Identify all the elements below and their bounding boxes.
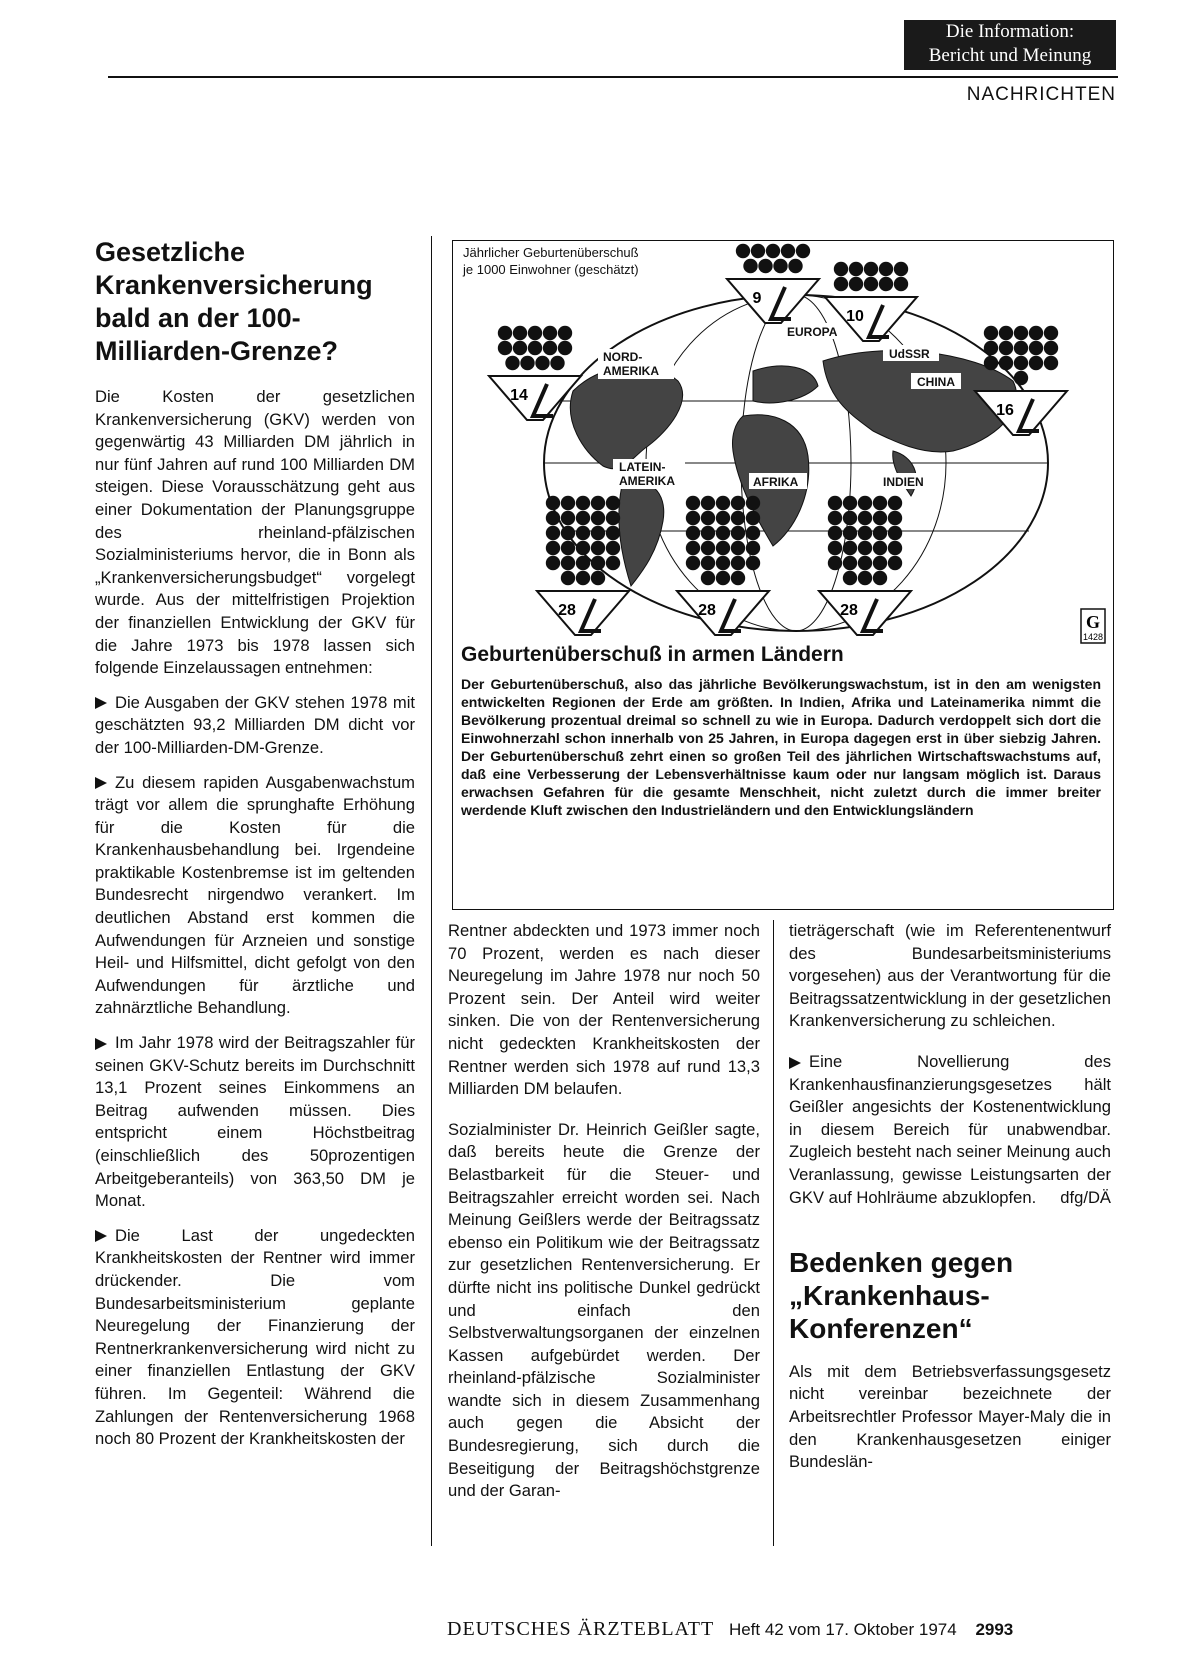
- population-dot: [781, 244, 795, 258]
- population-dot: [888, 496, 902, 510]
- region-label: CHINA: [917, 375, 955, 389]
- column-divider: [431, 236, 432, 1546]
- population-dot: [888, 526, 902, 540]
- population-dot: [834, 277, 848, 291]
- bullet-triangle-icon: [95, 777, 107, 789]
- population-dot: [546, 556, 560, 570]
- population-dot: [1014, 356, 1028, 370]
- population-dot: [999, 341, 1013, 355]
- bullet-triangle-icon: [95, 1038, 107, 1050]
- population-dot: [558, 326, 572, 340]
- population-dot: [716, 496, 730, 510]
- population-dot: [606, 541, 620, 555]
- population-dot: [828, 496, 842, 510]
- population-dot: [894, 262, 908, 276]
- population-dot: [716, 526, 730, 540]
- section-name: NACHRICHTEN: [966, 84, 1116, 105]
- article-title: Bedenken gegen „Krankenhaus-Konferenzen“: [789, 1246, 1014, 1344]
- population-dot: [849, 277, 863, 291]
- population-dot: [546, 511, 560, 525]
- population-dot: [736, 244, 750, 258]
- population-dot: [888, 511, 902, 525]
- population-dot: [513, 341, 527, 355]
- value-label: 28: [698, 602, 716, 619]
- figure-legend: [462, 245, 639, 277]
- figure-box: [452, 240, 1114, 910]
- bullet-triangle-icon: [95, 697, 107, 709]
- population-dot: [716, 511, 730, 525]
- population-dot: [591, 571, 605, 585]
- population-dot: [606, 526, 620, 540]
- population-dot: [558, 341, 572, 355]
- article-column-3: [789, 920, 1111, 1486]
- population-dot: [716, 541, 730, 555]
- population-dot: [561, 526, 575, 540]
- population-dot: [561, 571, 575, 585]
- population-dot: [888, 556, 902, 570]
- population-dot: [1029, 326, 1043, 340]
- population-dot: [606, 556, 620, 570]
- region-label: EUROPA: [787, 325, 838, 339]
- value-label: 10: [846, 308, 864, 325]
- population-dot: [746, 496, 760, 510]
- page-footer: [447, 1618, 1013, 1641]
- population-dot: [701, 571, 715, 585]
- value-label: 16: [996, 402, 1014, 419]
- population-dot: [743, 259, 757, 273]
- legend-line1: Jährlicher Geburtenüberschuß: [463, 245, 639, 260]
- article-paragraph: tieträgerschaft (wie im Referentenentwurf des Bundesarbeitsministeriums vorgesehen) aus der Verantwortung für die Beitragssatzentwicklung in der gesetzlichen Krankenversicherung zu schleichen.: [789, 921, 1111, 1031]
- article-title: Gesetzliche Krankenversicherung bald an der 100-Milliarden-Grenze?: [95, 237, 373, 366]
- population-dot: [535, 356, 549, 370]
- population-dot: [828, 511, 842, 525]
- figure-title: Geburtenüberschuß in armen Ländern: [461, 643, 844, 666]
- population-dot: [1014, 371, 1028, 385]
- population-dot: [746, 556, 760, 570]
- population-dot: [701, 541, 715, 555]
- column-divider: [773, 920, 774, 1546]
- population-dot: [1014, 326, 1028, 340]
- population-dot: [576, 541, 590, 555]
- bullet-item: Eine Novellierung des Krankenhausfinanzierungsgesetzes hält Geißler angesichts der Kostenentwicklung in diesem Bereich für unabwendbar. Zugleich besteht nach seiner Meinung auch Veranlassung, gewisse Leistungsarten der GKV auf Hohlräume abzuklopfen.: [789, 1051, 1111, 1207]
- region-label: AMERIKA: [603, 364, 659, 378]
- population-dot: [843, 556, 857, 570]
- population-dot: [843, 511, 857, 525]
- population-dot: [576, 556, 590, 570]
- figure-badge: [1081, 609, 1105, 643]
- population-dot: [746, 526, 760, 540]
- value-label: 9: [752, 290, 762, 307]
- population-dot: [888, 541, 902, 555]
- population-dot: [766, 244, 780, 258]
- bullet-item: Die Last der ungedeckten Krankheitskosten der Rentner wird immer drückender. Die vom Bundesarbeitsministerium geplante Neuregelung der Finanzierung der Rentnerkrankenversicherung wird nicht zu einer finanziellen Entlastung der GKV führen. Im Gegenteil: Während die Zahlungen der Rentenversicherung 1968 noch 80 Prozent der Krankheitskosten der: [95, 1225, 415, 1449]
- region-label: NORD-: [603, 350, 643, 364]
- region-label: INDIEN: [883, 475, 924, 489]
- population-dot: [1044, 326, 1058, 340]
- population-dot: [873, 556, 887, 570]
- population-dot: [1014, 341, 1028, 355]
- population-dot: [701, 496, 715, 510]
- section-label-box: [904, 20, 1116, 70]
- article-paragraph: Als mit dem Betriebsverfassungsgesetz nicht vereinbar bezeichnete der Arbeitsrechtler Professor Mayer-Maly die in den Krankenhausgesetzen einiger Bundeslän-: [789, 1361, 1111, 1472]
- population-dot: [843, 541, 857, 555]
- population-dot: [746, 541, 760, 555]
- population-dot: [561, 556, 575, 570]
- population-dot: [520, 356, 534, 370]
- population-dot: [873, 496, 887, 510]
- population-dot: [701, 556, 715, 570]
- population-dot: [591, 556, 605, 570]
- population-dot: [788, 259, 802, 273]
- population-dot: [999, 326, 1013, 340]
- population-dot: [984, 326, 998, 340]
- value-label: 28: [840, 602, 858, 619]
- population-dot: [528, 326, 542, 340]
- population-dot: [716, 571, 730, 585]
- author-signature: dfg/DÄ: [1060, 1188, 1111, 1208]
- population-dot: [864, 262, 878, 276]
- article-column-2: [448, 920, 760, 1515]
- region-mark: [677, 496, 769, 635]
- section-label-line1: Die Information:: [945, 21, 1075, 42]
- population-dot: [561, 496, 575, 510]
- population-dot: [528, 341, 542, 355]
- population-dot: [498, 326, 512, 340]
- population-dot: [731, 556, 745, 570]
- population-dot: [858, 541, 872, 555]
- value-label: 28: [558, 602, 576, 619]
- population-dot: [716, 556, 730, 570]
- article-paragraph: Sozialminister Dr. Heinrich Geißler sagte, daß bereits heute die Grenze der Belastbarkeit für die Steuer- und Beitragszahler erreicht worden sei. Nach Meinung Geißlers werde der Beitragssatz ebenso ein Politikum wie der Beitragssatz zur gesetzlichen Rentenversicherung. Er dürfte nicht ins politische Dunkel gedrückt und einfach den Selbstverwaltungsorganen der einzelnen Kassen aufgebürdet werden. Der rheinland-pfälzische Sozialminister wandte sich in diesem Zusammenhang auch gegen die Absicht der Bundesregierung, sich durch die Beseitigung der Beitragshöchstgrenze und der Garan-: [448, 1119, 760, 1501]
- population-dot: [513, 326, 527, 340]
- population-dot: [858, 526, 872, 540]
- population-dot: [505, 356, 519, 370]
- population-dot: [843, 571, 857, 585]
- population-dot: [873, 526, 887, 540]
- region-mark: [819, 496, 911, 635]
- population-dot: [686, 511, 700, 525]
- section-label-line2: Bericht und Meinung: [928, 45, 1092, 66]
- bullet-triangle-icon: [95, 1230, 107, 1242]
- population-dot: [984, 341, 998, 355]
- population-dot: [879, 262, 893, 276]
- page-number: 2993: [975, 1620, 1014, 1639]
- population-dot: [879, 277, 893, 291]
- value-label: 14: [510, 387, 528, 404]
- bullet-item: Die Ausgaben der GKV stehen 1978 mit geschätzten 93,2 Milliarden DM dicht vor der 100-Milliarden-DM-Grenze.: [95, 692, 415, 757]
- continent-north-america: [570, 366, 682, 468]
- population-dot: [591, 511, 605, 525]
- region-mark: [537, 496, 629, 635]
- population-dot: [1044, 341, 1058, 355]
- population-dot: [858, 496, 872, 510]
- population-dot: [873, 511, 887, 525]
- continent-europe: [753, 366, 818, 403]
- population-dot: [858, 556, 872, 570]
- population-dot: [543, 341, 557, 355]
- population-dot: [591, 526, 605, 540]
- population-dot: [546, 541, 560, 555]
- population-dot: [561, 541, 575, 555]
- population-dot: [834, 262, 848, 276]
- population-dot: [731, 511, 745, 525]
- population-dot: [773, 259, 787, 273]
- population-dot: [746, 511, 760, 525]
- region-mark: [727, 244, 819, 323]
- population-dot: [843, 496, 857, 510]
- bullet-item: Im Jahr 1978 wird der Beitragszahler für seinen GKV-Schutz bereits im Durchschnitt 13,1 Prozent seines Einkommens an Beitrag aufwenden müssen. Dies entspricht einem Höchstbeitrag (einschließlich des 50prozentigen Arbeitgeberanteils) von 363,50 DM je Monat.: [95, 1033, 415, 1211]
- population-dot: [999, 356, 1013, 370]
- population-dot: [701, 526, 715, 540]
- population-dot: [843, 526, 857, 540]
- population-dot: [606, 511, 620, 525]
- population-dot: [731, 496, 745, 510]
- continent-south-america: [619, 480, 664, 586]
- magazine-name: DEUTSCHES ÄRZTEBLATT: [447, 1618, 715, 1640]
- population-dot: [731, 541, 745, 555]
- population-dot: [1029, 341, 1043, 355]
- population-dot: [550, 356, 564, 370]
- population-dot: [751, 244, 765, 258]
- population-dot: [858, 571, 872, 585]
- population-dot: [984, 356, 998, 370]
- population-dot: [543, 326, 557, 340]
- figure-caption-block: [461, 643, 1101, 819]
- population-dot: [731, 526, 745, 540]
- population-dot: [864, 277, 878, 291]
- region-label: UdSSR: [889, 347, 930, 361]
- population-dot: [731, 571, 745, 585]
- population-dot: [701, 511, 715, 525]
- figure-caption: Der Geburtenüberschuß, also das jährliche Bevölkerungswachstum, ist in den am wenigsten entwickelten Regionen der Erde am größten. In Indien, Afrika und Lateinamerika nimmt die Bevölkerung prozentual dreimal so schnell zu wie in Europa. Dadurch verdoppelt sich dort die Einwohnerzahl schon innerhalb von 25 Jahren, in Europa dagegen erst in über siebzig Jahren. Der Geburtenüberschuß zehrt einen so großen Teil des jährlichen Wirtschaftswachstums auf, daß eine Verbesserung der Lebensverhältnisse kaum oder nur langsam möglich ist. Daraus erwachsen Gefahren für die gesamte Menschheit, nicht zuletzt durch die immer breiter werdende Kluft zwischen den Industrieländern und den Entwicklungsländern: [461, 676, 1101, 818]
- population-dot: [576, 496, 590, 510]
- region-label: AFRIKA: [753, 475, 799, 489]
- population-dot: [686, 556, 700, 570]
- population-dot: [546, 496, 560, 510]
- svg-text:1428: 1428: [1082, 632, 1104, 642]
- population-dot: [873, 571, 887, 585]
- population-dot: [686, 541, 700, 555]
- population-dot: [591, 541, 605, 555]
- population-dot: [576, 571, 590, 585]
- population-dot: [686, 496, 700, 510]
- region-label: AMERIKA: [619, 474, 675, 488]
- header-rule: [108, 76, 1118, 78]
- population-dot: [1044, 356, 1058, 370]
- population-dot: [796, 244, 810, 258]
- population-dot: [686, 526, 700, 540]
- article-column-1: [95, 236, 415, 1463]
- article-paragraph: Die Kosten der gesetzlichen Krankenversicherung (GKV) werden von gegenwärtig 43 Milliarden DM jährlich in nur fünf Jahren auf rund 100 Milliarden DM steigen. Diese Vorausschätzung geht aus einer Dokumentation der Planungsgruppe des rheinland-pfälzischen Sozialministeriums hervor, die in Bonn als „Krankenversicherungsbudget“ vorgelegt wurde. Aus der mittelfristigen Projektion der finanziellen Entwicklung der GKV für die Jahre 1973 bis 1978 lassen sich folgende Einzelaussagen entnehmen:: [95, 387, 415, 678]
- region-mark: [489, 326, 581, 420]
- population-dot: [828, 541, 842, 555]
- population-dot: [1029, 356, 1043, 370]
- population-map: [453, 241, 1113, 661]
- bullet-triangle-icon: [789, 1057, 801, 1069]
- population-dot: [561, 511, 575, 525]
- population-dot: [828, 526, 842, 540]
- population-dot: [828, 556, 842, 570]
- population-dot: [591, 496, 605, 510]
- population-dot: [873, 541, 887, 555]
- population-dot: [858, 511, 872, 525]
- population-dot: [894, 277, 908, 291]
- population-dot: [498, 341, 512, 355]
- legend-line2: je 1000 Einwohner (geschätzt): [463, 262, 639, 277]
- issue-info: Heft 42 vom 17. Oktober 1974: [728, 1620, 957, 1639]
- population-dot: [576, 511, 590, 525]
- region-label: LATEIN-: [619, 460, 666, 474]
- bullet-item: Zu diesem rapiden Ausgabenwachstum trägt vor allem die sprunghafte Erhöhung für die Kosten für die Krankenhausbehandlung bei. Irgendeine praktikable Kostenbremse ist im geltenden Bundesrecht nirgendwo verankert. Im deutlichen Abstand erst kommen die Aufwendungen für Arzneien und sonstige Heil- und Hilfsmittel, dicht gefolgt von den Aufwendungen für ärztliche und zahnärztliche Behandlung.: [95, 772, 415, 1018]
- population-dot: [758, 259, 772, 273]
- population-dot: [576, 526, 590, 540]
- svg-text:G: G: [1085, 612, 1101, 632]
- population-dot: [849, 262, 863, 276]
- population-dot: [546, 526, 560, 540]
- article-paragraph: Rentner abdeckten und 1973 immer noch 70 Prozent, werden es nach dieser Neuregelung im Jahre 1978 nur noch 50 Prozent sein. Der Anteil wird weiter sinken. Die von der Rentenversicherung nicht gedeckten Krankheitskosten der Rentner werden sich 1978 auf rund 13,3 Milliarden DM belaufen.: [448, 921, 760, 1099]
- population-dot: [606, 496, 620, 510]
